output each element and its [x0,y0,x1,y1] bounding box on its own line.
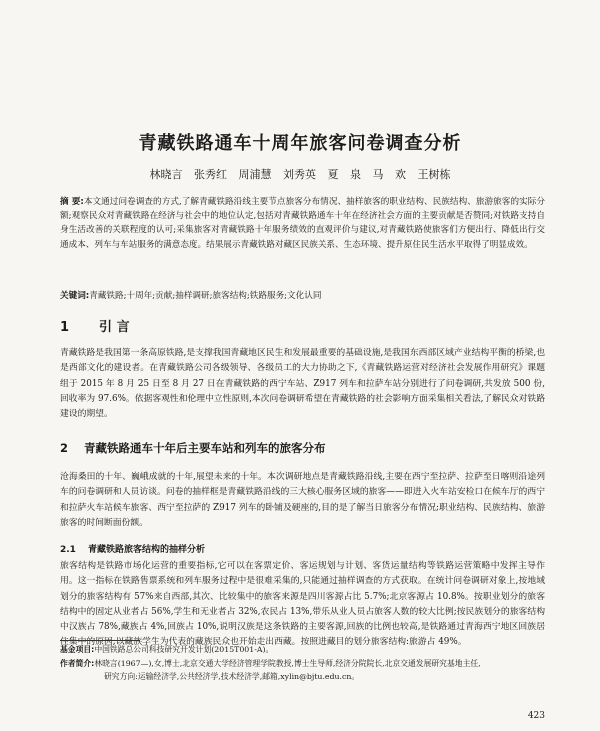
section-1-number: 1 [60,320,70,335]
footnote-divider [60,640,140,641]
subsection-2-1-paragraph: 旅客结构是铁路市场化运营的重要指标,它可以在客票定价、客运规划与计划、客货运量结构等铁路运营策略中发挥主导作用。这一指标在铁路售票系统和列车服务过程中是很难采集的,只能通过抽样调查的方式获取。在统计问卷调研对象上,按地域划分的旅客结构有 57%来自西部,其次、比较集中的旅客来源是四川客源占比 5.7%;北京客源占 10.8%。按职业划分的旅客结构中的固定从业者占 56%,学生和无业者占 32%,农民占 13%,带乐从业人员占旅客人数的较大比例;按民族划分的旅客结构中汉族占 78%,藏族占 4%,回族占 10%,说明汉族是这条铁路的主要客源,回族的比例也较高,是铁路通过青海西宁地区回族居住集中的原因;以藏族学生为代表的藏族民众也开始走出西藏。按照进藏目的划分旅客结构:旅游占 49%。 [60,561,545,648]
subsection-2-1-title: 青藏铁路旅客结构的抽样分析 [87,545,205,555]
section-2-heading [60,440,326,456]
section-2-title: 青藏铁路通车十年后主要车站和列车的旅客分布 [84,441,326,455]
fund-text: 中国铁路总公司科技研究开发计划(2015T001-A)。 [94,645,274,654]
section-2-paragraph: 沧海桑田的十年、巍峨成就的十年,展望未来的十年。本次调研地点是青藏铁路沿线,主要在西宁至拉萨、拉萨至日喀则沿途列车的问卷调研和人员访谈。问卷的抽样框是青藏铁路沿线的三大核心服务区域的旅客——即进入火车站安检口在候车厅的西宁和拉萨火车站候车旅客、西宁至拉萨的 Z917 列车的卧铺及硬座的,目的是了解当日旅客分布情况;职业结构、民族结构、旅游旅客的时间断面份额。 [60,472,545,528]
author-bio-label: 作者简介: [60,658,95,668]
author-bio-continued: 研究方向:运输经济学,公共经济学,技术经济学,邮箱,xylin@bjtu.edu.cn。 [104,672,360,681]
footnotes [60,643,545,684]
author-list: 林晓言 张秀红 周浦慧 刘秀英 夏 泉 马 欢 王树栋 [149,168,451,181]
subsection-2-1-number: 2.1 [60,545,76,555]
abstract-text: 本文通过问卷调查的方式,了解青藏铁路沿线主要节点旅客分布情况、抽样旅客的职业结构、民族结构、旅游旅客的实际分额;观察民众对青藏铁路在经济与社会中的地位认定,包括对青藏铁路通车十年在经济社会方面的主要贡献是否赞同;对铁路支持自身生活改善的关联程度的认可;采集旅客对青藏铁路十年服务绩效的直观评价与建议,对青藏铁路使旅客们方便出行、降低出行交通成本、列车与车站服务的满意态度。结果展示青藏铁路对藏区民族关系、生态环境、提升原住民生活水平取得了明显成效。 [60,197,546,250]
fund-label: 基金项目: [60,645,95,654]
page-number: 423 [527,711,545,721]
keywords-label: 关键词: [60,291,90,301]
paper-title: 青藏铁路通车十周年旅客问卷调查分析 [138,133,462,154]
keywords-text: 青藏铁路;十周年;贡献;抽样调研;旅客结构;铁路服务;文化认同 [89,291,322,301]
keywords [60,290,545,303]
section-1-paragraph: 青藏铁路是我国第一条高原铁路,是支撑我国青藏地区民生和发展最重要的基础设施,是我国东西部区域产业结构平衡的桥梁,也是西部文化的建设者。在青藏铁路公司各级领导、各级员工的大力协助之下,《青藏铁路运营对经济社会发展作用研究》课题组于 2015 年 8 月 25 日至 8 月 27 日在青藏铁路的西宁车站、Z917 列车和拉萨车站分别进行了问卷调研,共发放 500 份,回收率为 97.6%。依据客观性和伦理中立性原则,本次问卷调研希望在青藏铁路的社会影响方面采集相关看法,了解民众对铁路建设的期望。 [60,348,545,420]
abstract [60,195,545,252]
section-1-title: 引 言 [99,320,130,335]
author-bio-text: 林晓言(1967—),女,博士,北京交通大学经济管理学院教授,博士生导师,经济分院院长,北京交通发展研究基地主任, [94,658,481,668]
section-2-number: 2 [60,441,69,455]
section-1-heading [60,316,130,335]
author-footnote [60,657,545,671]
subsection-2-1-heading [60,542,205,555]
abstract-label: 摘 要: [60,197,84,207]
fund-footnote [60,643,545,657]
